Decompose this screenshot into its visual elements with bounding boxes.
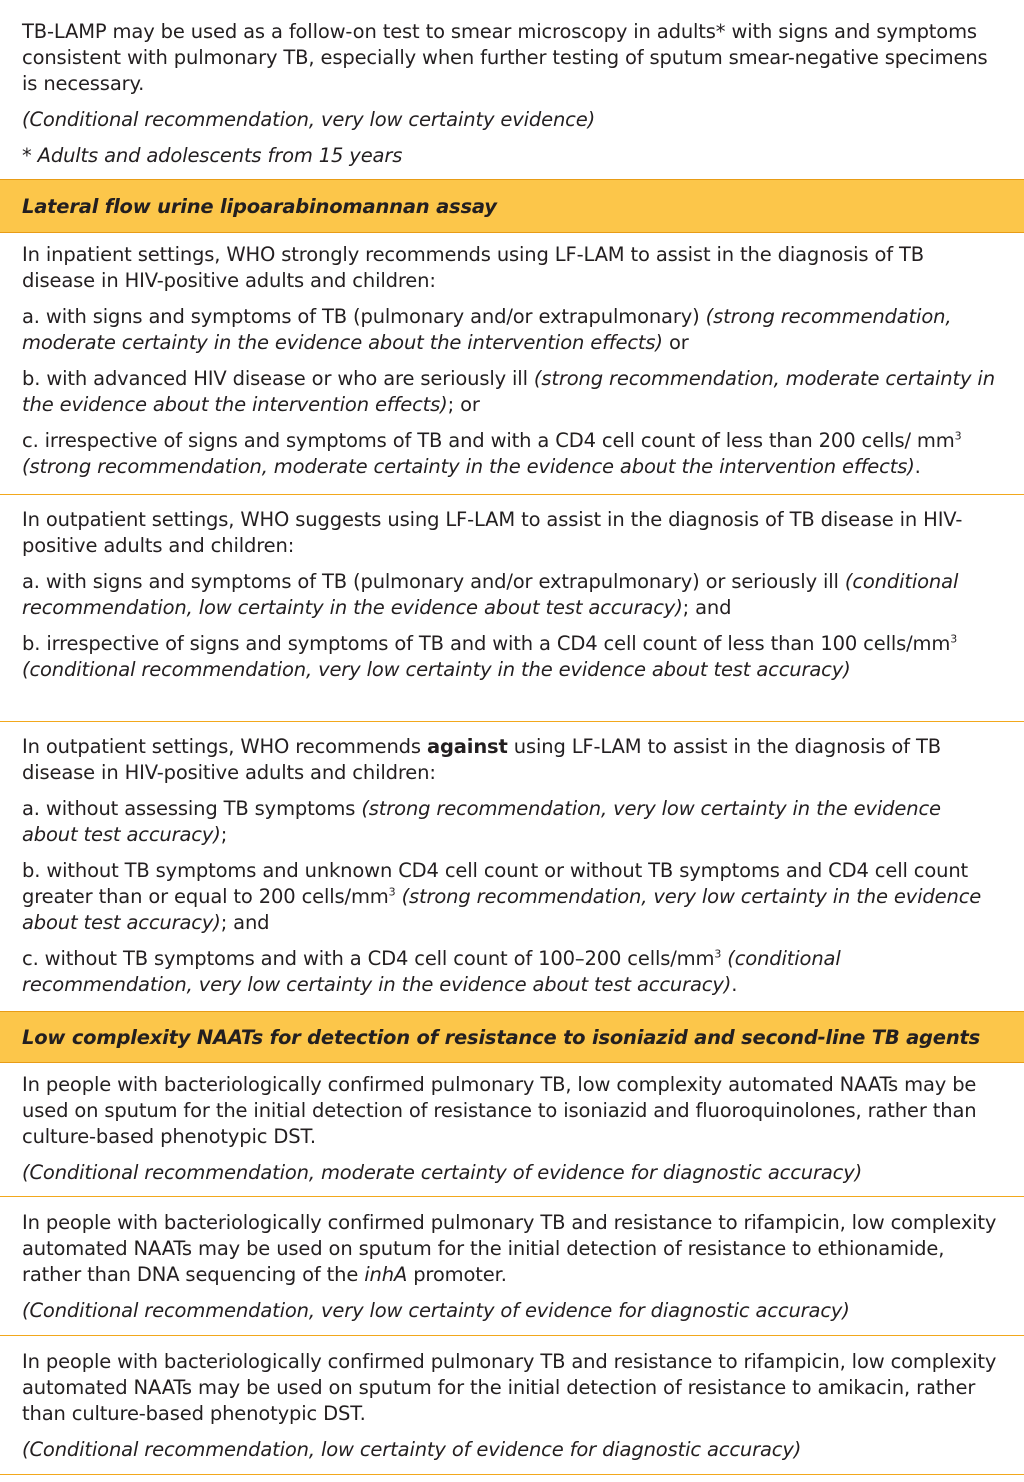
recommendation-text: In people with bacteriologically confirmed pulmonary TB and resistance to rifampicin, low complexity automated NAATs may be used on sputum for the initial detection of resistance to ethionamide, rather than DNA sequencing of the inhA promoter. bbox=[22, 1211, 997, 1286]
recommendation-lead: In outpatient settings, WHO recommends against using LF-LAM to assist in the diagnosis of TB disease in HIV-positive adults and children: bbox=[22, 735, 941, 784]
divider bbox=[0, 1335, 1024, 1336]
recommendation-item-b: b. with advanced HIV disease or who are seriously ill (strong recommendation, moderate certainty in the evidence about the intervention effects); or bbox=[22, 367, 995, 416]
section-heading-text: Low complexity NAATs for detection of resistance to isoniazid and second-line TB agents bbox=[22, 1025, 981, 1049]
lflam-outpatient-against-recommendation bbox=[0, 734, 1024, 998]
lflam-outpatient-suggest-recommendation bbox=[0, 507, 1024, 683]
naat-recommendation-isoniazid bbox=[0, 1072, 1024, 1186]
recommendation-strength: (Conditional recommendation, very low certainty evidence) bbox=[22, 108, 596, 131]
recommendation-item-a: a. without assessing TB symptoms (strong recommendation, very low certainty in the evidence about test accuracy); bbox=[22, 797, 941, 846]
recommendation-lead: In inpatient settings, WHO strongly recommends using LF-LAM to assist in the diagnosis of TB disease in HIV-positive adults and children: bbox=[22, 243, 924, 292]
recommendation-text: TB-LAMP may be used as a follow-on test to smear microscopy in adults* with signs and symptoms consistent with pulmonary TB, especially when further testing of sputum smear-negative specimens is necessary. bbox=[22, 20, 988, 95]
divider bbox=[0, 721, 1024, 722]
recommendation-item-a: a. with signs and symptoms of TB (pulmonary and/or extrapulmonary) or seriously ill (conditional recommendation, low certainty in the evidence about test accuracy); and bbox=[22, 570, 959, 619]
recommendation-item-b: b. irrespective of signs and symptoms of TB and with a CD4 cell count of less than 100 cells/$mm^3$ (conditional recommendation, very low certainty in the evidence about test accuracy) bbox=[22, 632, 958, 681]
section-heading-lflam bbox=[0, 179, 1024, 233]
recommendation-text: In people with bacteriologically confirmed pulmonary TB and resistance to rifampicin, low complexity automated NAATs may be used on sputum for the initial detection of resistance to amikacin, rather than culture-based phenotypic DST. bbox=[22, 1350, 997, 1425]
divider bbox=[0, 1196, 1024, 1197]
recommendation-item-a: a. with signs and symptoms of TB (pulmonary and/or extrapulmonary) (strong recommendation, moderate certainty in the evidence about the intervention effects) or bbox=[22, 305, 952, 354]
section-heading-naat bbox=[0, 1011, 1024, 1063]
recommendation-item-c: c. without TB symptoms and with a CD4 cell count of 100–200 cells/$mm^3$ (conditional recommendation, very low certainty in the evidence about test accuracy). bbox=[22, 947, 841, 996]
recommendation-lead: In outpatient settings, WHO suggests using LF-LAM to assist in the diagnosis of TB disease in HIV-positive adults and children: bbox=[22, 508, 963, 557]
recommendation-item-c: c. irrespective of signs and symptoms of TB and with a CD4 cell count of less than 200 cells/ $mm^3$ (strong recommendation, moderate certainty in the evidence about the intervention effects). bbox=[22, 429, 962, 478]
naat-recommendation-ethionamide bbox=[0, 1210, 1024, 1324]
recommendation-item-b: b. without TB symptoms and unknown CD4 cell count or without TB symptoms and CD4 cell count greater than or equal to 200 cells/$mm^3$ (strong recommendation, very low certainty in the evidence about test accuracy); and bbox=[22, 859, 982, 934]
section-heading-text: Lateral flow urine lipoarabinomannan assay bbox=[22, 194, 497, 218]
recommendation-text: In people with bacteriologically confirmed pulmonary TB, low complexity automated NAATs may be used on sputum for the initial detection of resistance to isoniazid and fluoroquinolones, rather than culture-based phenotypic DST. bbox=[22, 1073, 977, 1148]
divider bbox=[0, 494, 1024, 495]
divider bbox=[0, 1474, 1024, 1475]
footnote: * Adults and adolescents from 15 years bbox=[22, 144, 403, 167]
recommendation-strength: (Conditional recommendation, moderate certainty of evidence for diagnostic accuracy) bbox=[22, 1161, 863, 1184]
recommendation-strength: (Conditional recommendation, very low certainty of evidence for diagnostic accuracy) bbox=[22, 1299, 850, 1322]
lflam-inpatient-recommendation bbox=[0, 242, 1024, 480]
recommendation-strength: (Conditional recommendation, low certainty of evidence for diagnostic accuracy) bbox=[22, 1438, 802, 1461]
tb-lamp-recommendation bbox=[0, 19, 1024, 169]
naat-recommendation-amikacin bbox=[0, 1349, 1024, 1463]
